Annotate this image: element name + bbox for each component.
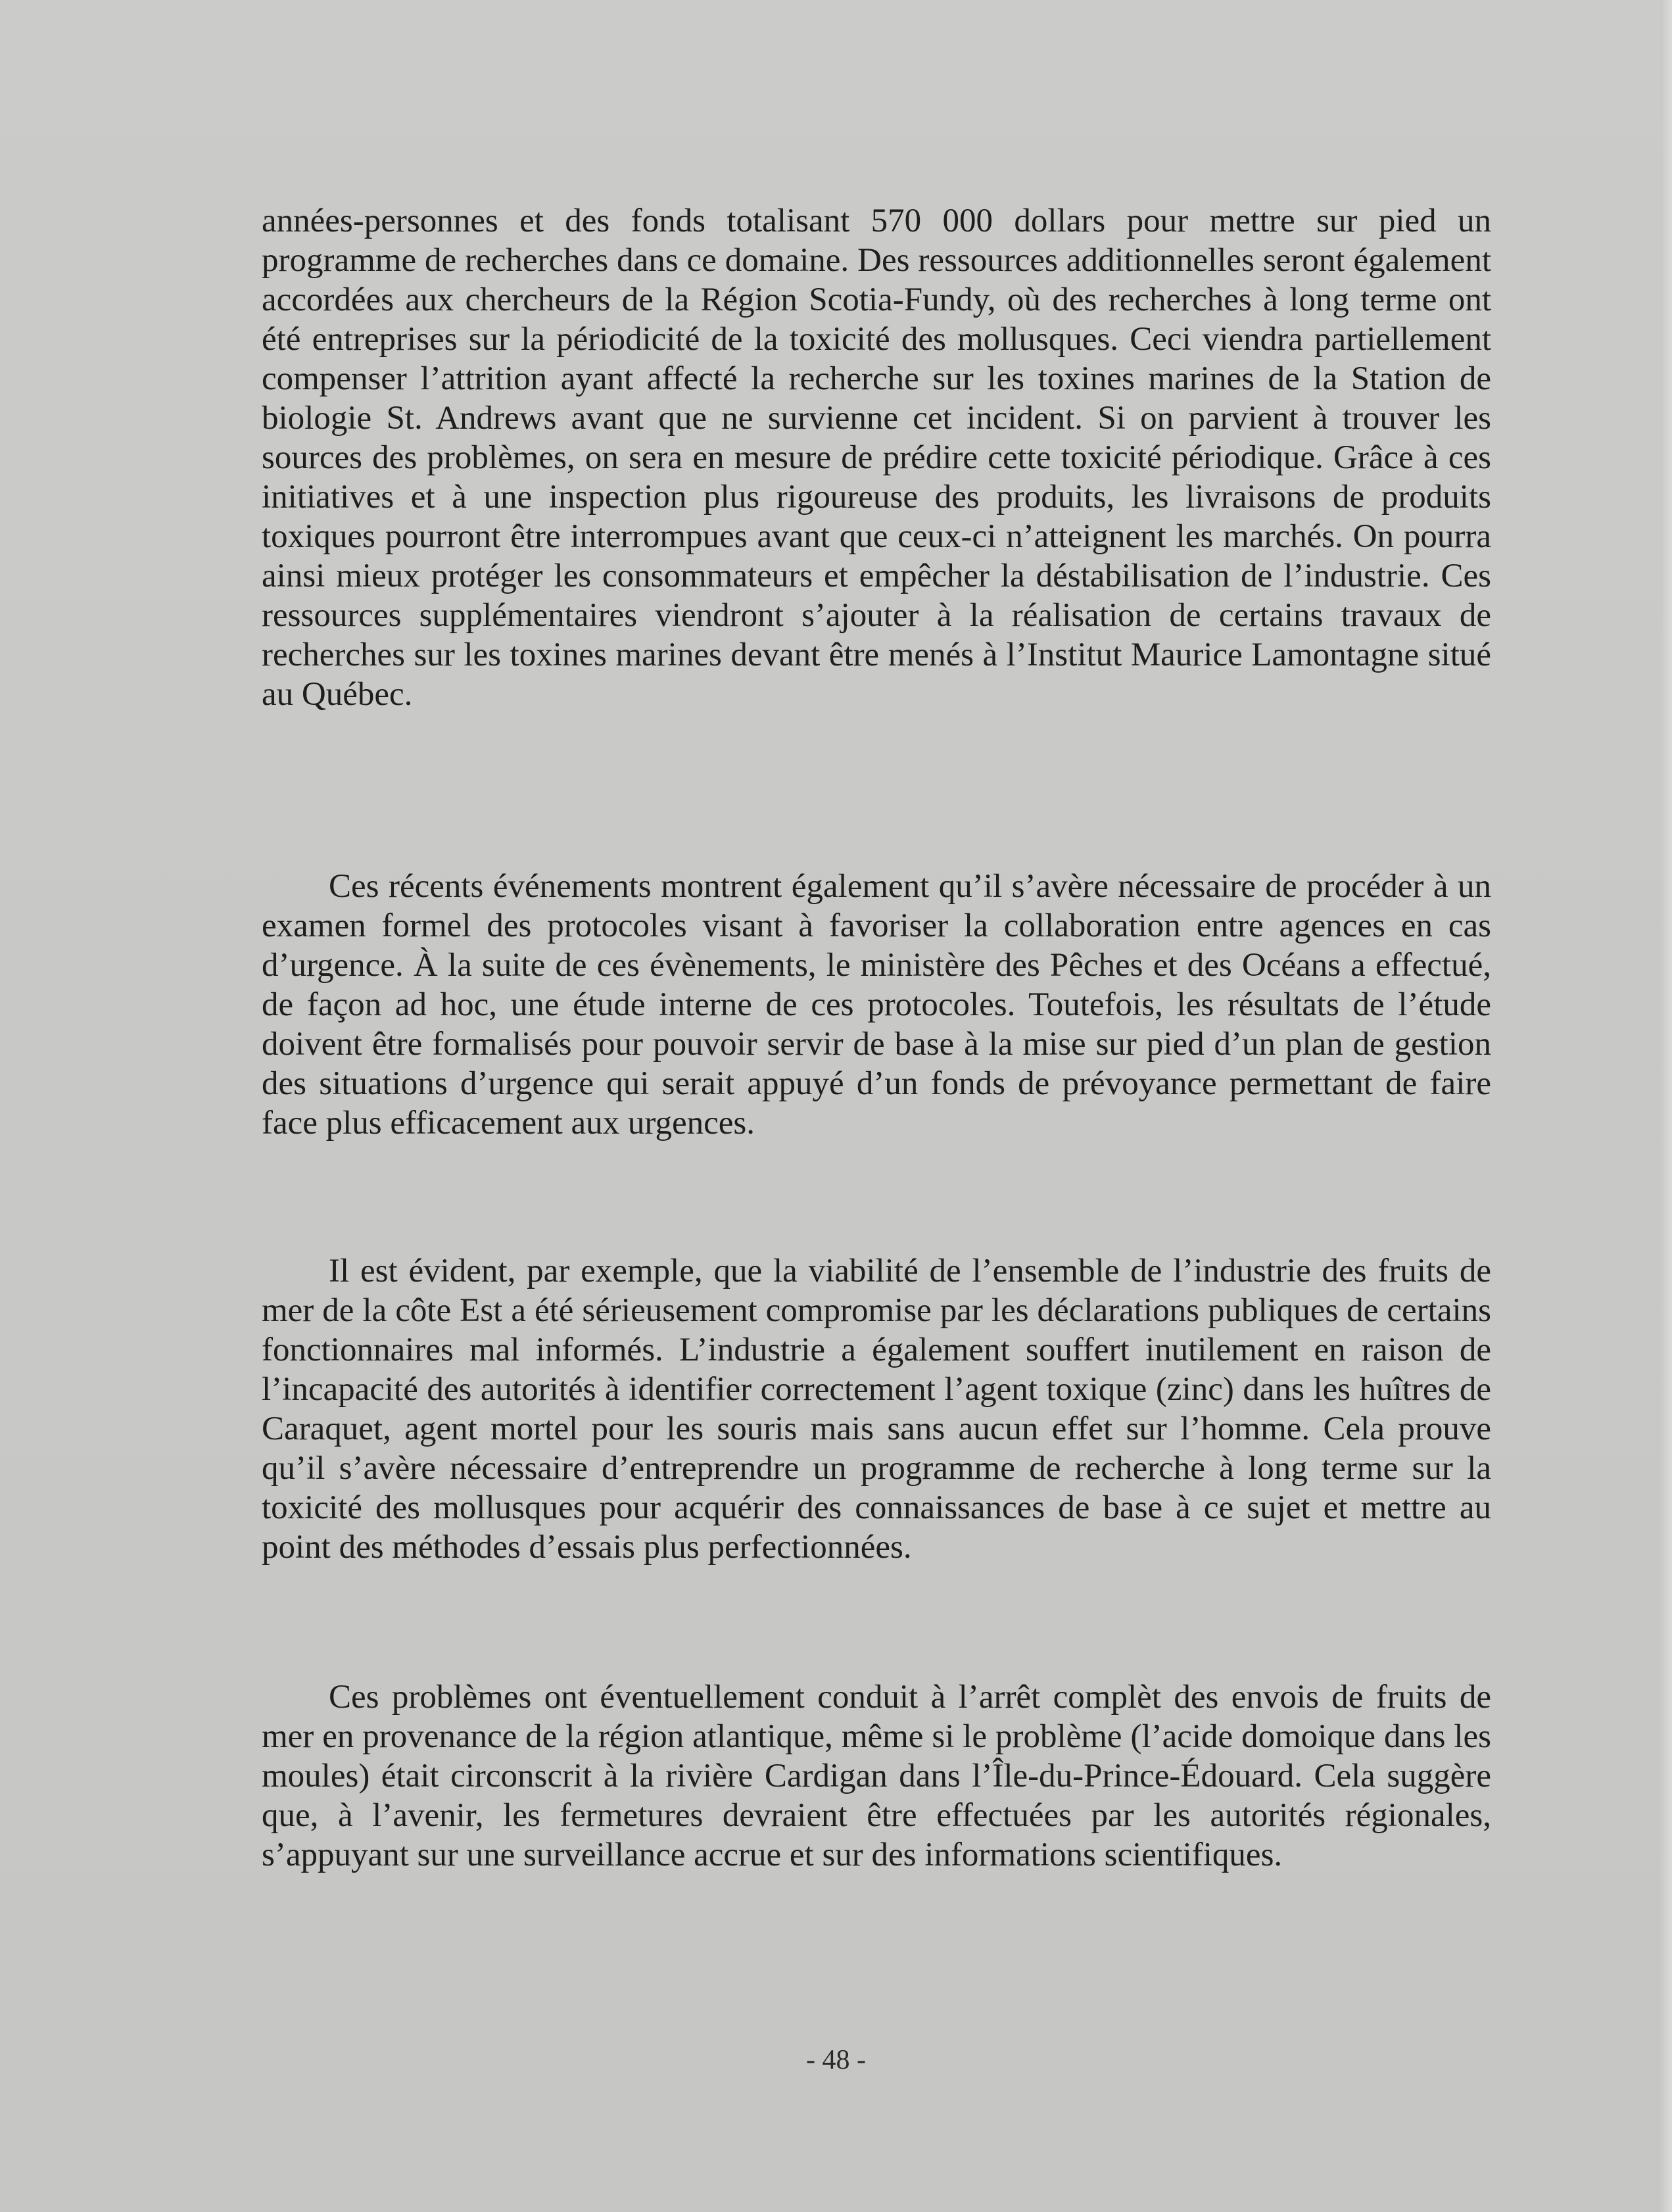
- paragraph-4: Ces problèmes ont éventuellement conduit à l’arrêt complèt des envois de fruits de mer en provenance de la région atlantique, même si le problème (l’acide domoique dans les moules) était circonscrit à la rivière Cardigan dans l’Île-du-Prince-Édouard. Cela suggère que, à l’avenir, les fermetures devraient être effectuées par les autorités régionales, s’appuyant sur une surveillance accrue et sur des informations scientifiques.: [262, 1679, 1491, 1873]
- page-number: - 48 -: [806, 2045, 866, 2075]
- paragraph-1: années-personnes et des fonds totalisant 570 000 dollars pour mettre sur pied un programme de recherches dans ce domaine. Des ressources additionnelles seront également accordées aux chercheurs de la Région Scotia-Fundy, où des recherches à long terme ont été entreprises sur la périodicité de la toxicité des mollusques. Ceci viendra partiellement compenser l’attrition ayant affecté la recherche sur les toxines marines de la Station de biologie St. Andrews avant que ne survienne cet incident. Si on parvient à trouver les sources des problèmes, on sera en mesure de prédire cette toxicité périodique. Grâce à ces initiatives et à une inspection plus rigoureuse des produits, les livraisons de produits toxiques pourront être interrompues avant que ceux-ci n’atteignent les marchés. On pourra ainsi mieux protéger les consommateurs et empêcher la déstabilisation de l’industrie. Ces ressources supplémentaires viendront s’ajouter à la réalisation de certains travaux de recherches sur les toxines marines devant être menés à l’Institut Maurice Lamontagne situé au Québec.: [262, 203, 1491, 713]
- page-edge: [1660, 0, 1672, 2212]
- paragraph-3: Il est évident, par exemple, que la viabilité de l’ensemble de l’industrie des fruits de mer de la côte Est a été sérieusement compromise par les déclarations publiques de certains fonctionnaires mal informés. L’industrie a également souffert inutilement en raison de l’incapacité des autorités à identifier correctement l’agent toxique (zinc) dans les huîtres de Caraquet, agent mortel pour les souris mais sans aucun effet sur l’homme. Cela prouve qu’il s’avère nécessaire d’entreprendre un programme de recherche à long terme sur la toxicité des mollusques pour acquérir des connaissances de base à ce sujet et mettre au point des méthodes d’essais plus perfectionnées.: [262, 1253, 1491, 1566]
- paragraph-2: Ces récents événements montrent également qu’il s’avère nécessaire de procéder à un examen formel des protocoles visant à favoriser la collaboration entre agences en cas d’urgence. À la suite de ces évènements, le ministère des Pêches et des Océans a effectué, de façon ad hoc, une étude interne de ces protocoles. Toutefois, les résultats de l’étude doivent être formalisés pour pouvoir servir de base à la mise sur pied d’un plan de gestion des situations d’urgence qui serait appuyé d’un fonds de prévoyance permettant de faire face plus efficacement aux urgences.: [262, 868, 1491, 1142]
